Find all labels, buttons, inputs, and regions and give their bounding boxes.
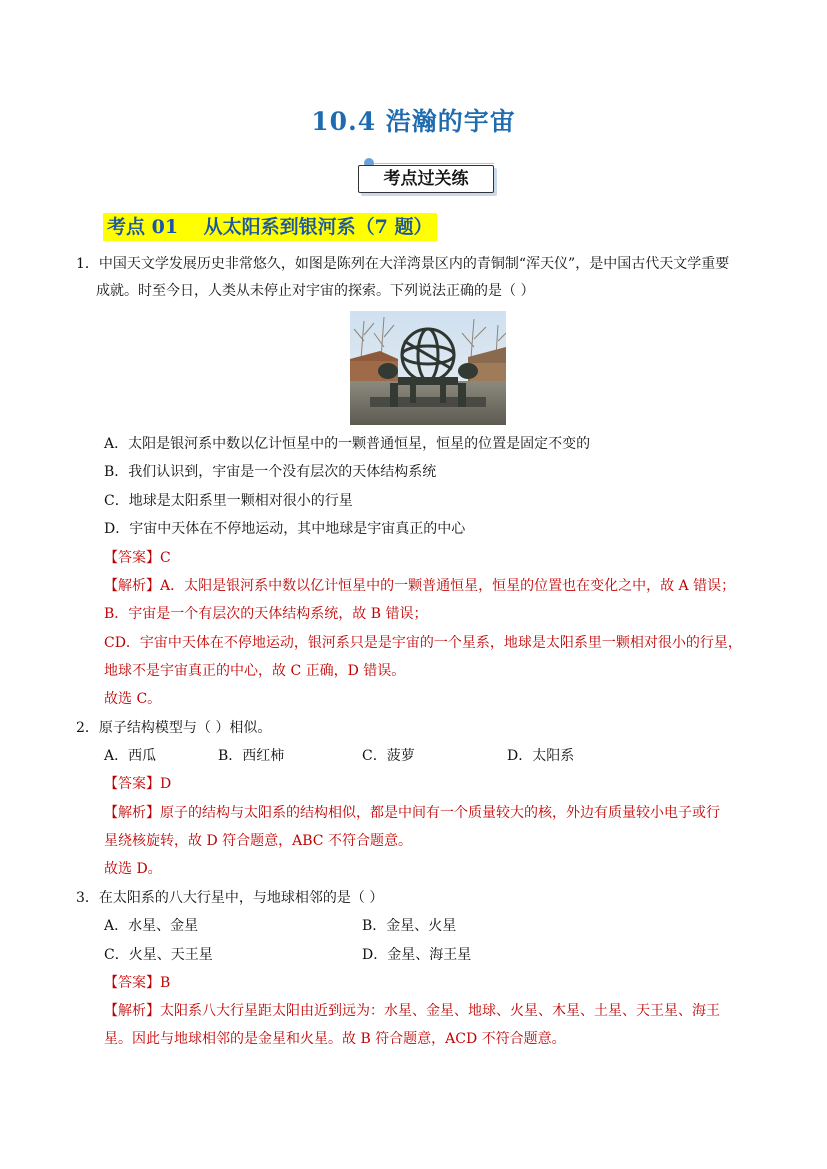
q3-analysis-line1: [104, 1001, 720, 1021]
q1-stem-line1: 1．中国天文学发展历史非常悠久，如图是陈列在大洋湾景区内的青铜制“浑天仪”，是中国古代天文学重要: [76, 256, 730, 272]
q2-stem: 2．原子结构模型与（ ）相似。: [76, 720, 272, 736]
section-heading: 考点 01 从太阳系到银河系（7 题）: [103, 213, 437, 241]
q3-option-a: A．水星、金星: [104, 918, 199, 934]
q2-option-d: D．太阳系: [507, 748, 575, 764]
q1-option-b: B．我们认识到，宇宙是一个没有层次的天体结构系统: [104, 464, 437, 480]
q2-option-b: B．西红柿: [218, 748, 285, 764]
q1-answer: [104, 548, 171, 568]
answer-value: C: [160, 550, 171, 566]
answer-label: 【答案】: [104, 550, 160, 566]
q3-option-b: B．金星、火星: [362, 918, 457, 934]
analysis-text: 原子的结构与太阳系的结构相似，都是中间有一个质量较大的核，外边有质量较小电子或行: [160, 805, 720, 821]
armillary-sphere-image: [350, 311, 506, 425]
q1-option-c: C．地球是太阳系里一颗相对很小的行星: [104, 493, 353, 509]
q2-analysis-line2: 星绕核旋转，故 D 符合题意，ABC 不符合题意。: [104, 833, 412, 849]
q1-analysis-line3: CD．宇宙中天体在不停地运动，银河系只是是宇宙的一个星系，地球是太阳系里一颗相对很小的行星，: [104, 635, 742, 651]
q2-option-c: C．菠萝: [362, 748, 415, 764]
q2-answer: [104, 774, 171, 794]
analysis-label: 【解析】: [104, 578, 160, 594]
q2-analysis-line3: 故选 D。: [104, 861, 162, 877]
q1-analysis-line2: B．宇宙是一个有层次的天体结构系统，故 B 错误；: [104, 606, 428, 622]
badge-decor-line: [372, 163, 494, 164]
q2-analysis-line1: [104, 803, 720, 823]
q3-answer: [104, 973, 170, 993]
answer-value: D: [160, 776, 172, 792]
q3-option-d: D．金星、海王星: [362, 947, 472, 963]
q1-analysis-line5: 故选 C。: [104, 691, 162, 707]
q1-option-d: D．宇宙中天体在不停地运动，其中地球是宇宙真正的中心: [104, 521, 466, 537]
armillary-sphere-photo: [350, 311, 506, 425]
answer-value: B: [160, 975, 171, 991]
analysis-text: A．太阳是银河系中数以亿计恒星中的一颗普通恒星，恒星的位置也在变化之中，故 A 错误；: [160, 578, 736, 594]
answer-label: 【答案】: [104, 975, 160, 991]
answer-label: 【答案】: [104, 776, 160, 792]
q1-analysis-line1: [104, 576, 735, 596]
q1-stem-line2: 成就。时至今日，人类从未停止对宇宙的探索。下列说法正确的是（ ）: [96, 283, 535, 299]
badge-label: 考点过关练: [358, 165, 494, 193]
q3-option-c: C．火星、天王星: [104, 947, 213, 963]
analysis-label: 【解析】: [104, 1003, 160, 1019]
analysis-text: 太阳系八大行星距太阳由近到远为：水星、金星、地球、火星、木星、土星、天王星、海王: [160, 1003, 720, 1019]
page-title: 10.4 浩瀚的宇宙: [311, 107, 516, 136]
q3-stem: 3．在太阳系的八大行星中，与地球相邻的是（ ）: [76, 890, 384, 906]
q1-option-a: A．太阳是银河系中数以亿计恒星中的一颗普通恒星，恒星的位置是固定不变的: [104, 436, 591, 452]
q1-analysis-line4: 地球不是宇宙真正的中心，故 C 正确，D 错误。: [104, 663, 406, 679]
analysis-label: 【解析】: [104, 805, 160, 821]
q3-analysis-line2: 星。因此与地球相邻的是金星和火星。故 B 符合题意，ACD 不符合题意。: [104, 1031, 566, 1047]
q2-option-a: A．西瓜: [104, 748, 157, 764]
section-badge: [356, 160, 498, 194]
